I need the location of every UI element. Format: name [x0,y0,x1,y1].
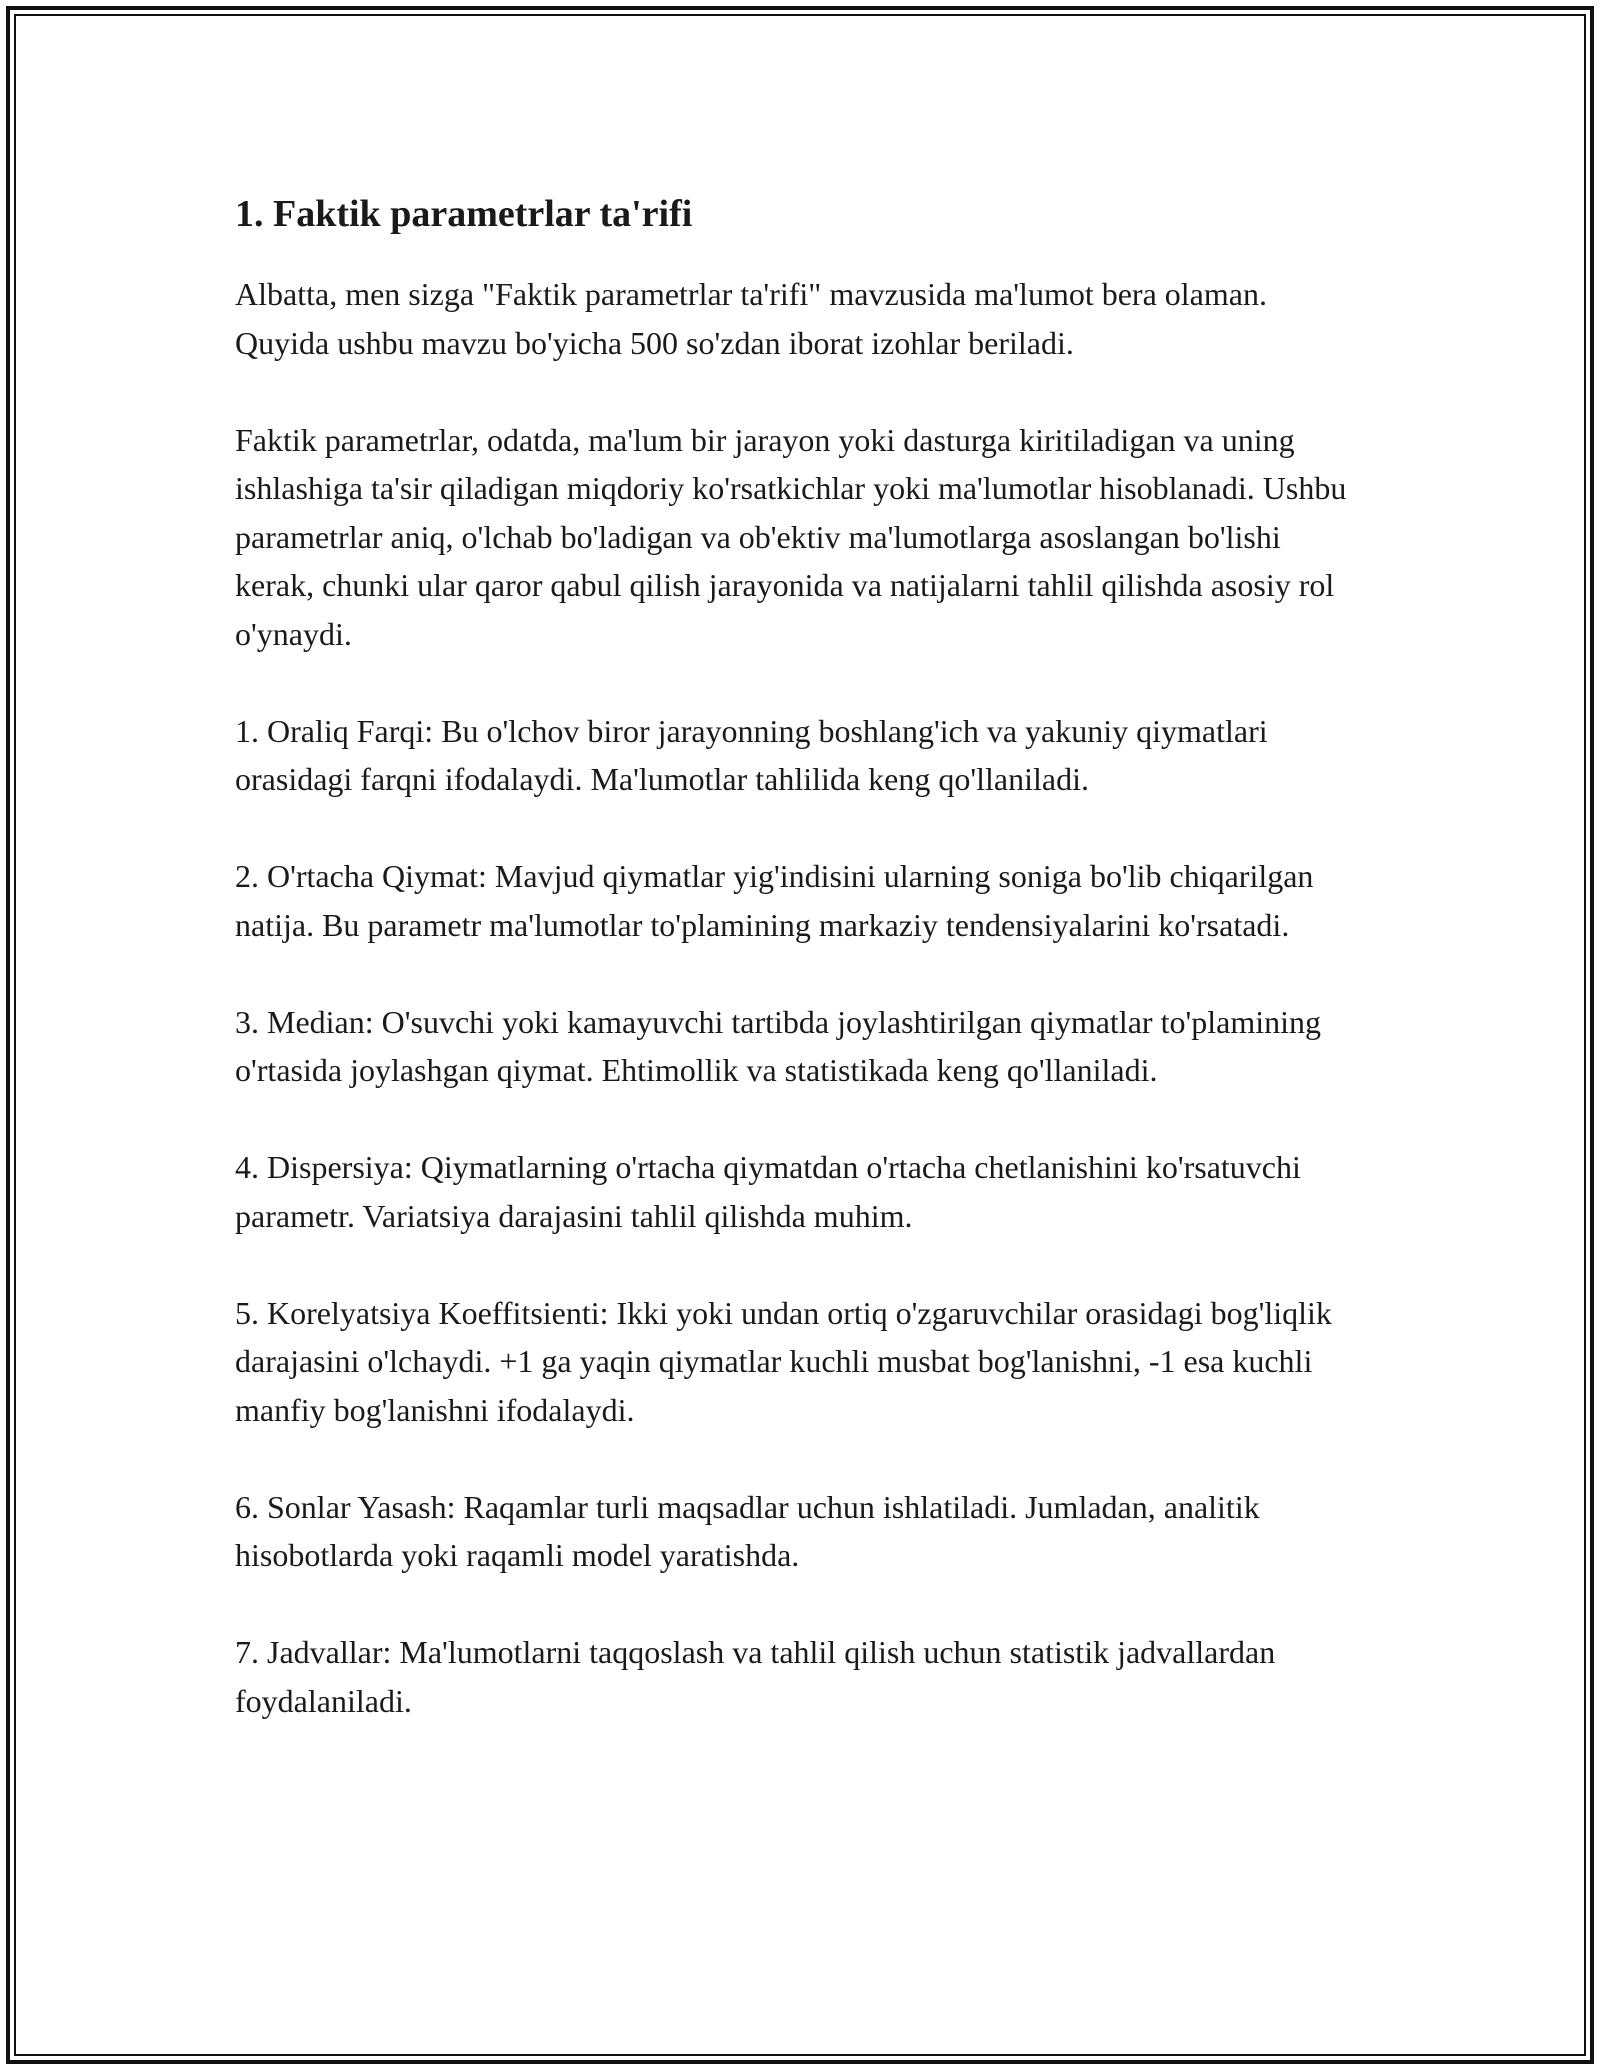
definition-paragraph: Faktik parametrlar, odatda, ma'lum bir jarayon yoki dasturga kiritiladigan va uning ishlashiga ta'sir qiladigan miqdoriy ko'rsatkichlar yoki ma'lumotlar hisoblanadi. Ushbu parametrlar aniq, o'lchab bo'ladigan va ob'ektiv ma'lumotlarga asoslangan bo'lishi kerak, chunki ular qaror qabul qilish jarayonida va natijalarni tahlil qilishda asosiy rol o'ynaydi. [235,421,1347,652]
list-item-correlation: 5. Korelyatsiya Koeffitsienti: Ikki yoki undan ortiq o'zgaruvchilar orasidagi bog'liqlik darajasini o'lchaydi. +1 ga yaqin qiymatlar kuchli musbat bog'lanishni, -1 esa kuchli manfiy bog'lanishni ifodalaydi. [235,1294,1332,1428]
document-title: 1. Faktik parametrlar ta'rifi [235,193,693,235]
document-body [235,188,1365,1774]
list-item-dispersion: 4. Dispersiya: Qiymatlarning o'rtacha qiymatdan o'rtacha chetlanishini ko'rsatuvchi parametr. Variatsiya darajasini tahlil qilishda muhim. [235,1149,1301,1234]
list-item-mean-value: 2. O'rtacha Qiymat: Mavjud qiymatlar yig'indisini ularning soniga bo'lib chiqarilgan natija. Bu parametr ma'lumotlar to'plamining markaziy tendensiyalarini ko'rsatadi. [235,858,1314,943]
list-item-numbers: 6. Sonlar Yasash: Raqamlar turli maqsadlar uchun ishlatiladi. Jumladan, analitik hisobotlarda yoki raqamli model yaratishda. [235,1488,1260,1573]
list-item-range-difference: 1. Oraliq Farqi: Bu o'lchov biror jarayonning boshlang'ich va yakuniy qiymatlari orasidagi farqni ifodalaydi. Ma'lumotlar tahlilida keng qo'llaniladi. [235,712,1268,797]
intro-paragraph: Albatta, men sizga "Faktik parametrlar ta'rifi" mavzusida ma'lumot bera olaman. Quyida ushbu mavzu bo'yicha 500 so'zdan iborat izohlar beriladi. [235,276,1267,361]
list-item-median: 3. Median: O'suvchi yoki kamayuvchi tartibda joylashtirilgan qiymatlar to'plamining o'rtasida joylashgan qiymat. Ehtimollik va statistikada keng qo'llaniladi. [235,1003,1321,1088]
list-item-tables: 7. Jadvallar: Ma'lumotlarni taqqoslash va tahlil qilish uchun statistik jadvallardan foydalaniladi. [235,1634,1276,1719]
